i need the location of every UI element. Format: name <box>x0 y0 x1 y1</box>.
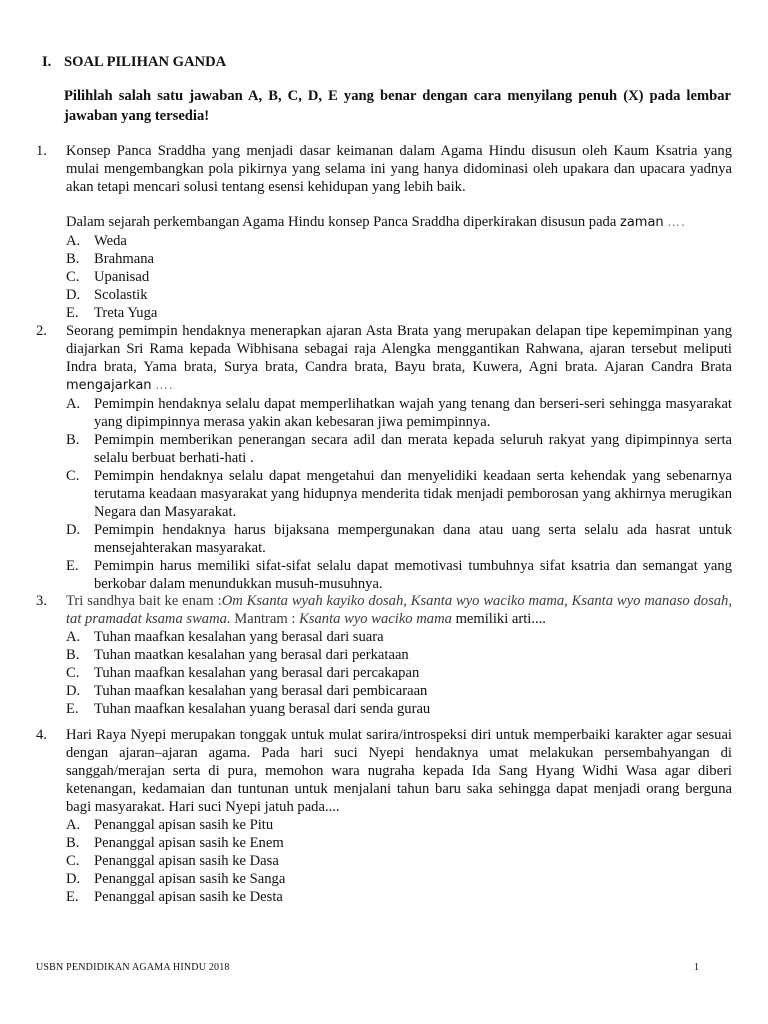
section-heading <box>42 53 226 71</box>
option-letter: D. <box>66 683 81 699</box>
option-text: Weda <box>94 233 127 249</box>
question-2 <box>36 322 732 593</box>
question-intro: Tri sandhya bait ke enam : <box>66 593 222 609</box>
option-c[interactable] <box>36 268 732 286</box>
option-e[interactable] <box>36 557 732 593</box>
option-letter: E. <box>66 889 79 905</box>
option-a[interactable] <box>36 395 732 431</box>
mantra-phrase: Ksanta wyo waciko mama <box>299 611 452 627</box>
option-letter: C. <box>66 269 80 285</box>
option-letter: D. <box>66 287 81 303</box>
option-e[interactable] <box>36 888 732 906</box>
option-letter: E. <box>66 305 79 321</box>
option-c[interactable] <box>36 852 732 870</box>
option-text: Pemimpin hendaknya harus bijaksana mempergunakan dana atau uang serta selalu ada hasrat untuk mensejahterakan masyarakat. <box>94 522 732 556</box>
question-number: 1. <box>36 143 47 159</box>
option-letter: A. <box>66 396 81 412</box>
option-letter: A. <box>66 817 81 833</box>
option-text: Tuhan maafkan kesalahan yang berasal dari suara <box>94 629 384 645</box>
option-letter: A. <box>66 629 81 645</box>
option-letter: B. <box>66 251 80 267</box>
option-letter: C. <box>66 665 80 681</box>
question-stem <box>66 592 732 628</box>
option-letter: E. <box>66 701 79 717</box>
option-letter: A. <box>66 233 81 249</box>
options-list <box>36 395 732 593</box>
ellipsis: …. <box>667 214 686 229</box>
options-list <box>36 816 732 906</box>
question-number: 3. <box>36 593 47 609</box>
mantra-text: Om Ksanta wyah kayiko dosah, Ksanta wyo waciko mama, Ksanta wyo manaso dosah, tat pramadat ksama swama. <box>66 593 732 627</box>
option-text: Scolastik <box>94 287 148 303</box>
option-c[interactable] <box>36 664 732 682</box>
option-d[interactable] <box>36 521 732 557</box>
question-prompt <box>66 213 732 232</box>
section-numeral: I. <box>42 54 52 70</box>
option-text: Brahmana <box>94 251 154 267</box>
question-stem: Hari Raya Nyepi merupakan tonggak untuk mulat sarira/introspeksi diri untuk memperbaiki karakter agar sesuai dengan ajaran–ajaran agama. Pada hari suci Nyepi hendaknya umat melakukan persembahyangan di sanggah/merajan serta di pura, memohon wara nugraha kepada Ida Sang Hyang Widhi Wasa agar diberi ketenangan, kedamaian dan tuntunan untuk menjalani tahun baru saka sehingga dapat menjadi orang berguna bagi masyarakat. Hari suci Nyepi jatuh pada.... <box>66 727 732 815</box>
option-a[interactable] <box>36 628 732 646</box>
option-b[interactable] <box>36 834 732 852</box>
option-a[interactable] <box>36 816 732 834</box>
question-prompt-text: Dalam sejarah perkembangan Agama Hindu konsep Panca Sraddha diperkirakan disusun pada <box>66 214 617 230</box>
option-text: Tuhan maafkan kesalahan yuang berasal dari senda gurau <box>94 701 431 717</box>
option-letter: E. <box>66 558 79 574</box>
question-prompt-tail: zaman <box>620 215 664 230</box>
question-end: memiliki arti.... <box>451 611 546 627</box>
option-text: Tuhan maatkan kesalahan yang berasal dari perkataan <box>94 647 409 663</box>
option-letter: B. <box>66 647 80 663</box>
option-text: Tuhan maafkan kesalahan yang berasal dari pembicaraan <box>94 683 428 699</box>
question-stem <box>66 322 732 395</box>
option-d[interactable] <box>36 870 732 888</box>
question-1 <box>36 142 732 322</box>
option-letter: D. <box>66 522 81 538</box>
option-e[interactable] <box>36 304 732 322</box>
option-text: Penanggal apisan sasih ke Desta <box>94 889 283 905</box>
ellipsis: …. <box>155 377 174 392</box>
question-4 <box>36 726 732 906</box>
option-letter: B. <box>66 835 80 851</box>
option-text: Treta Yuga <box>94 305 158 321</box>
footer-title: USBN PENDIDIKAN AGAMA HINDU 2018 <box>36 962 230 973</box>
question-number: 2. <box>36 323 47 339</box>
option-text: Penanggal apisan sasih ke Pitu <box>94 817 274 833</box>
option-letter: C. <box>66 853 80 869</box>
option-letter: B. <box>66 432 80 448</box>
option-b[interactable] <box>36 646 732 664</box>
option-d[interactable] <box>36 286 732 304</box>
question-number: 4. <box>36 727 47 743</box>
option-b[interactable] <box>36 431 732 467</box>
option-text: Pemimpin memberikan penerangan secara adil dan merata kepada seluruh rakyat yang dipimpinnya serta selalu berbuat berhati-hati . <box>94 432 732 466</box>
option-c[interactable] <box>36 467 732 521</box>
option-b[interactable] <box>36 250 732 268</box>
page-number: 1 <box>694 962 699 973</box>
options-list <box>36 232 732 322</box>
question-3 <box>36 592 732 718</box>
option-text: Tuhan maafkan kesalahan yang berasal dari percakapan <box>94 665 420 681</box>
option-text: Penanggal apisan sasih ke Dasa <box>94 853 279 869</box>
option-text: Upanisad <box>94 269 150 285</box>
option-text: Penanggal apisan sasih ke Sanga <box>94 871 286 887</box>
option-d[interactable] <box>36 682 732 700</box>
question-stem-tail: mengajarkan <box>66 378 152 393</box>
question-stem-text: Seorang pemimpin hendaknya menerapkan ajaran Asta Brata yang merupakan delapan tipe kepemimpinan yang diajarkan Sri Rama kepada Wibhisana sebagai raja Alengka menggantikan Rahwana, ajaran tersebut meliputi Indra brata, Yama brata, Surya brata, Candra brata, Bayu brata, Kuwera, Agni brata. Ajaran Candra Brata <box>66 323 732 375</box>
option-text: Pemimpin hendaknya selalu dapat memperlihatkan wajah yang tenang dan berseri-seri sehingga masyarakat yang dipimpinnya merasa yakin akan kebesaran jiwa pemimpinnya. <box>94 396 732 430</box>
question-mid: Mantram : <box>230 611 300 627</box>
option-text: Penanggal apisan sasih ke Enem <box>94 835 284 851</box>
options-list <box>36 628 732 718</box>
option-e[interactable] <box>36 700 732 718</box>
option-letter: C. <box>66 468 80 484</box>
option-text: Pemimpin harus memiliki sifat-sifat selalu dapat memotivasi tumbuhnya sifat ksatria dan semangat yang berkobar dalam menundukkan musuh-musuhnya. <box>94 558 732 592</box>
instruction-text: Pilihlah salah satu jawaban A, B, C, D, E yang benar dengan cara menyilang penuh (X) pada lembar jawaban yang tersedia! <box>64 88 731 124</box>
section-title: SOAL PILIHAN GANDA <box>64 54 227 70</box>
option-a[interactable] <box>36 232 732 250</box>
option-letter: D. <box>66 871 81 887</box>
question-stem: Konsep Panca Sraddha yang menjadi dasar keimanan dalam Agama Hindu disusun oleh Kaum Ksatria yang mulai mengembangkan pola pikirnya yang selama ini yang hanya didominasi oleh upakara dan upacara yadnya akan tetapi mencari solusi tentang esensi kehidupan yang lebih baik. <box>66 143 732 195</box>
option-text: Pemimpin hendaknya selalu dapat mengetahui dan menyelidiki keadaan serta kehendak yang sebenarnya terutama keadaan masyarakat yang hidupnya menderita tidak menjadi pemborosan yang akhirnya merugikan Negara dan Masyarakat. <box>94 468 732 520</box>
